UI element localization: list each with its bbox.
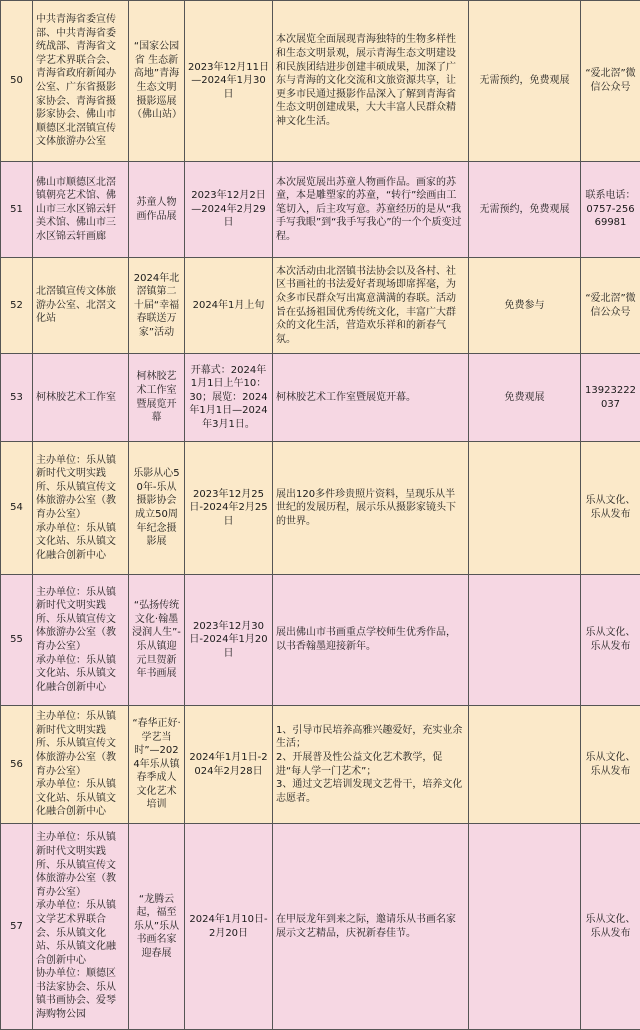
contact-cell: “爱北滘”微信公众号 — [581, 1, 640, 162]
fee-cell — [469, 575, 581, 706]
event-time-cell: 2024年1月1日-2024年2月28日 — [185, 706, 273, 824]
row-number: 53 — [1, 354, 33, 442]
description-cell: 在甲辰龙年到来之际，邀请乐从书画名家展示文艺精品，庆祝新春佳节。 — [273, 824, 469, 1030]
organizer-cell: 主办单位：乐从镇新时代文明实践所、乐从镇宣传文体旅游办公室（教育办公室） 承办单位：乐从镇文学艺术界联合会、乐从镇文化站、乐从镇文化融合创新中心 协办单位：顺德区书法家协会、乐从镇书画协会、爱琴海购物公园 — [33, 824, 129, 1030]
contact-cell: 乐从文化、乐从发布 — [581, 824, 640, 1030]
description-cell: 展出佛山市书画重点学校师生优秀作品，以书香翰墨迎接新年。 — [273, 575, 469, 706]
row-number: 57 — [1, 824, 33, 1030]
organizer-cell: 主办单位：乐从镇新时代文明实践所、乐从镇宣传文体旅游办公室（教育办公室） 承办单位：乐从镇文化站、乐从镇文化融合创新中心 — [33, 575, 129, 706]
table-row — [1, 575, 640, 706]
event-time-cell: 2023年12月30日-2024年1月20日 — [185, 575, 273, 706]
row-number: 52 — [1, 258, 33, 354]
event-time-cell: 开幕式：2024年1月1日上午10：30；展览：2024年1月1日—2024年3月1日。 — [185, 354, 273, 442]
fee-cell: 免费参与 — [469, 258, 581, 354]
row-number: 56 — [1, 706, 33, 824]
organizer-cell: 主办单位：乐从镇新时代文明实践所、乐从镇宣传文体旅游办公室（教育办公室） 承办单位：乐从镇文化站、乐从镇文化融合创新中心 — [33, 706, 129, 824]
table-row — [1, 1, 640, 162]
event-name-cell: 苏童人物画作品展 — [129, 162, 185, 258]
fee-cell — [469, 706, 581, 824]
organizer-cell: 主办单位：乐从镇新时代文明实践所、乐从镇宣传文体旅游办公室（教育办公室） 承办单位：乐从镇文化站、乐从镇文化融合创新中心 — [33, 442, 129, 575]
contact-cell: 13923222037 — [581, 354, 640, 442]
fee-cell: 无需预约，免费观展 — [469, 162, 581, 258]
description-cell: 展出120多件珍贵照片资料，呈现乐从半世纪的发展历程，展示乐从摄影家镜头下的世界。 — [273, 442, 469, 575]
event-name-cell: 2024年北滘镇第二十届“幸福春联送万家”活动 — [129, 258, 185, 354]
row-number: 55 — [1, 575, 33, 706]
event-time-cell: 2023年12月25日-2024年2月25日 — [185, 442, 273, 575]
organizer-cell: 中共青海省委宣传部、中共青海省委统战部、青海省文学艺术界联合会、青海省政府新闻办公室、广东省摄影家协会、青海省摄影家协会、佛山市顺德区北滘镇宣传文体旅游办公室 — [33, 1, 129, 162]
fee-cell: 无需预约，免费观展 — [469, 1, 581, 162]
table-row — [1, 162, 640, 258]
contact-cell: 乐从文化、乐从发布 — [581, 575, 640, 706]
event-time-cell: 2024年1月10日-2月20日 — [185, 824, 273, 1030]
event-time-cell: 2023年12月11日—2024年1月30日 — [185, 1, 273, 162]
event-time-cell: 2023年12月2日—2024年2月29日 — [185, 162, 273, 258]
contact-cell: 联系电话：0757-25669981 — [581, 162, 640, 258]
table-row — [1, 442, 640, 575]
fee-cell — [469, 442, 581, 575]
table-row — [1, 354, 640, 442]
organizer-cell: 柯林胶艺术工作室 — [33, 354, 129, 442]
contact-cell: “爱北滘”微信公众号 — [581, 258, 640, 354]
table-row — [1, 824, 640, 1030]
table-row — [1, 258, 640, 354]
event-name-cell: 乐影从心50年-乐从摄影协会成立50周年纪念摄影展 — [129, 442, 185, 575]
contact-cell: 乐从文化、乐从发布 — [581, 442, 640, 575]
description-cell: 本次展览全面展现青海独特的生物多样性和生态文明景观，展示青海生态文明建设和民族团结进步创建丰硕成果，加深了广东与青海的文化交流和文旅资源共享，让更多市民通过摄影作品深入了解到青海省生态文明创建成果，大大丰富人民群众精神文化生活。 — [273, 1, 469, 162]
event-name-cell: “春华正好·学艺当时”—2024年乐从镇春季成人文化艺术培训 — [129, 706, 185, 824]
row-number: 51 — [1, 162, 33, 258]
description-cell: 本次展览展出苏童人物画作品。画家的苏童，本是雕塑家的苏童，“转行”绘画由工笔切入，后主攻写意。苏童经历的是从“我手写我眼”到“我手写我心”的一个个质变过程。 — [273, 162, 469, 258]
row-number: 54 — [1, 442, 33, 575]
table-row — [1, 706, 640, 824]
contact-cell: 乐从文化、乐从发布 — [581, 706, 640, 824]
organizer-cell: 北滘镇宣传文体旅游办公室、北滘文化站 — [33, 258, 129, 354]
event-name-cell: “国家公园省 生态新高地”青海生态文明摄影巡展（佛山站） — [129, 1, 185, 162]
organizer-cell: 佛山市顺德区北滘镇朝亮艺术馆、佛山市三水区锦云轩美术馆、佛山市三水区锦云轩画廊 — [33, 162, 129, 258]
description-cell: 1、引导市民培养高雅兴趣爱好，充实业余生活； 2、开展普及性公益文化艺术教学，促进“每人学一门艺术”； 3、通过文艺培训发现文艺骨干，培养文化志愿者。 — [273, 706, 469, 824]
event-name-cell: “龙腾云起，福至乐从”乐从书画名家迎春展 — [129, 824, 185, 1030]
event-time-cell: 2024年1月上旬 — [185, 258, 273, 354]
event-name-cell: 柯林胶艺术工作室暨展览开幕 — [129, 354, 185, 442]
row-number: 50 — [1, 1, 33, 162]
fee-cell: 免费观展 — [469, 354, 581, 442]
fee-cell — [469, 824, 581, 1030]
event-name-cell: “弘扬传统文化·翰墨浸润人生”-乐从镇迎元旦贺新年书画展 — [129, 575, 185, 706]
description-cell: 柯林胶艺术工作室暨展览开幕。 — [273, 354, 469, 442]
description-cell: 本次活动由北滘镇书法协会以及各村、社区书画社的书法爱好者现场即席挥毫，为众多市民群众写出寓意满满的春联。活动旨在弘扬祖国优秀传统文化，丰富广大群众的文化生活，营造欢乐祥和的新春气氛。 — [273, 258, 469, 354]
